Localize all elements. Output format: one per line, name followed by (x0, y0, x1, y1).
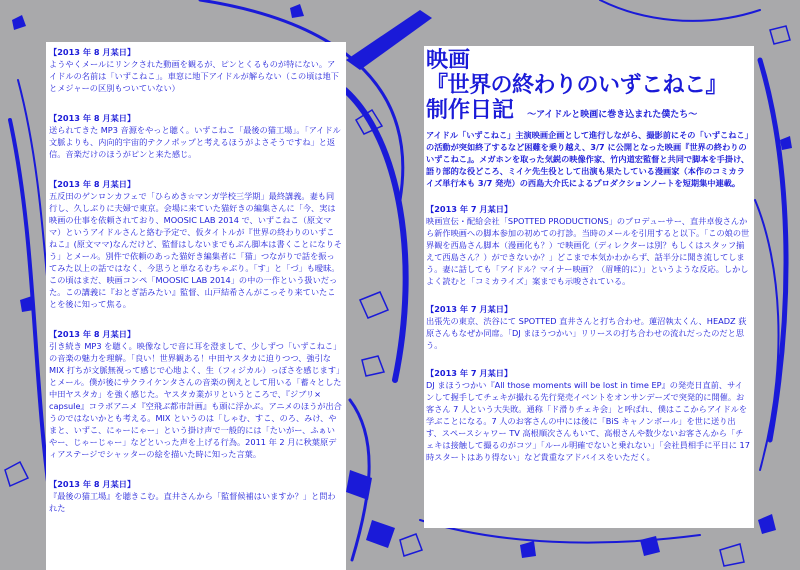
entry-text: 引き続き MP3 を聴く。映像なしで音に耳を澄まして、少しずつ「いずこねこ」の音楽の魅力を理解。「良い！世界観ある！中田ヤスタカに迫りつつ、強引な MIX 打ちが文脈無視って感じで心地よく、生（フィジカル）っぽさを感じます」とメール。僕が後にサクライケンタさんの音楽の例えとして用いる「蓄々とした中田ヤスタカ」を強く感じた。ヤスタカ業がリというところで、『ジブリ× capsule』コラボアニメ『空飛ぶ都市計画』も頭に浮かぶ。アニメのほうが出合うのではないかとも考える。MIX というのは「しゃむ、すこ、のろ、みけ、やまと、いずこ、にゃーにゃー」という掛け声で一般的には「たいがー、ふぁいやー、じゃーじゃー」などといった声を上げる行為。2011 年 2 月に秋葉原ディアステージでシャッターの絵を描いた時に知った言葉。 (49, 341, 342, 459)
intro-text: アイドル「いずこねこ」主演映画企画として進行しながら、撮影前にその「いずこねこ」の活動が突如終了するなど困難を乗り越え、3/7 に公開となった映画『世界の終わりのいずこねこ』。メガホンを取った気鋭の映像作家、竹内道宏監督と共同で脚本を手掛け、語り部的な役どころ、ミイケ先生役として出演も果たしている漫画家（本作のコミカライズ単行本も 3/7 発売）の西島大介氏によるプロダクションノートを短期集中連載。 (426, 130, 750, 188)
entry-text: ようやくメールにリンクされた動画を観るが、ピンとくるものが特にない。アイドルの名前は「いずこねこ」。車窓に地下アイドルが解らない（この頃は地下とメジャーの区別もついていない） (49, 59, 339, 93)
entry-text: 送られてきた MP3 音源をやっと聴く。いずこねこ「最後の猫工場」。「アイドル文脈よりも、内向的宇宙的テクノポップと考えるほうがよさそうですね」と返信。音楽だけのほうがピンと来た感じ。 (49, 125, 341, 159)
diary-entry (49, 178, 342, 310)
entry-date: 【2013 年 8 月某日】 (49, 113, 136, 123)
entry-text: 映画宣伝・配給会社「SPOTTED PRODUCTIONS」のプロデューサー、直井卓俊さんから新作映画への脚本参加の初めての打診。当時のメールを引用すると以下。「この娘の世界観を西島さん脚本（漫画化も？）で映画化（ディレクターは別？もしくはスタッフ揃えて西島さん？）ができないか？」どこまで本気かわからず、話半分に聞き流してしまう。妻に話しても「アイドル？マイナー映画？（眉唾的に）」というような反応。しかしよく読むと「コミカライズ」案までも示唆されている。 (426, 216, 750, 286)
entry-text: 出張先の東京、渋谷にて SPOTTED 直井さんと打ち合わせ。蓮沼執太くん、HEADZ 荻原さんもなぜか同席。「DJ まほうつかい」リリースの打ち合わせの流れだったのだと思う。 (426, 316, 747, 350)
right-diary-panel (424, 46, 754, 528)
entry-text: 五反田のゲンロンカフェで「ひらめき☆マンガ学校三学期」最終講義。妻も同行し、久しぶりに夫婦で東京。会場に来ていた猫好きの編集さんに「今、実は映画の仕事を依頼されており、MOOSIC LAB 2014 で、いずこねこ（原文ママ）というアイドルさんと絡む予定で、仮タイトルが『世界の終わりのいずこねこ』(原文ママ)なんだけど、監督はしないまでもぶん脚本は書くことになりそう」とメール。別件で依頼のあった猫好き編集者に「猫」つながりで話を振ってみた以上の話ではなく、今思うと単なるむちゃぶり。「す」と「づ」も曖昧。この頃はまだ、映画コンペ「MOOSIC LAB 2014」の中の一作という扱いだった。この講義に『おとぎ話みたい』監督、山戸結希さんがこっそり来ていたことを後に知って焦る。 (49, 191, 342, 309)
title-line-3: 制作日記 (426, 98, 515, 123)
subtitle: 〜アイドルと映画に巻き込まれた僕たち〜 (527, 110, 698, 120)
diary-entry (49, 478, 342, 514)
diary-entry (49, 46, 342, 94)
diary-entry (426, 303, 750, 351)
entry-date: 【2013 年 8 月某日】 (49, 479, 136, 489)
title-row (426, 98, 750, 123)
entry-date: 【2013 年 7 月某日】 (426, 368, 513, 378)
entry-date: 【2013 年 8 月某日】 (49, 329, 136, 339)
entry-date: 【2013 年 8 月某日】 (49, 47, 136, 57)
diary-entry (49, 112, 342, 160)
entry-text: 『最後の猫工場』を聴きこむ。直井さんから「監督候補はいますか？」と問われた (49, 491, 336, 513)
diary-entry (426, 203, 750, 287)
title-line-2: 『世界の終わりのいずこねこ』 (426, 73, 728, 98)
diary-entry (49, 328, 342, 460)
entry-date: 【2013 年 7 月某日】 (426, 204, 513, 214)
left-diary-panel (46, 42, 346, 570)
entry-date: 【2013 年 8 月某日】 (49, 179, 136, 189)
title-line-1: 映画 (426, 48, 471, 73)
entry-date: 【2013 年 7 月某日】 (426, 304, 513, 314)
entry-text: DJ まほうつかい『All those moments will be lost in time EP』の発売日直前、サインして握手してチェキが撮れる先行発売イベントをオンサンデーズで突発的に開催。お客さん 7 人という大失敗。通称「ド滑りチェキ会」と呼ばれ、僕はここからアイドルを学ぶことになる。7 人のお客さんの中には後に「BiS キャノンボール」を世に送り出す、スペースシャワー TV 高根順次さんもいて、高根さんや数少ないお客さんから「チェキは接触して撮るのがコツ」「ルール明確でないと乗れない」「会社員相手に平日に 17 時スタートはあり得ない」など貴重なアドバイスをいただく。 (426, 380, 750, 462)
diary-entry (426, 367, 750, 463)
